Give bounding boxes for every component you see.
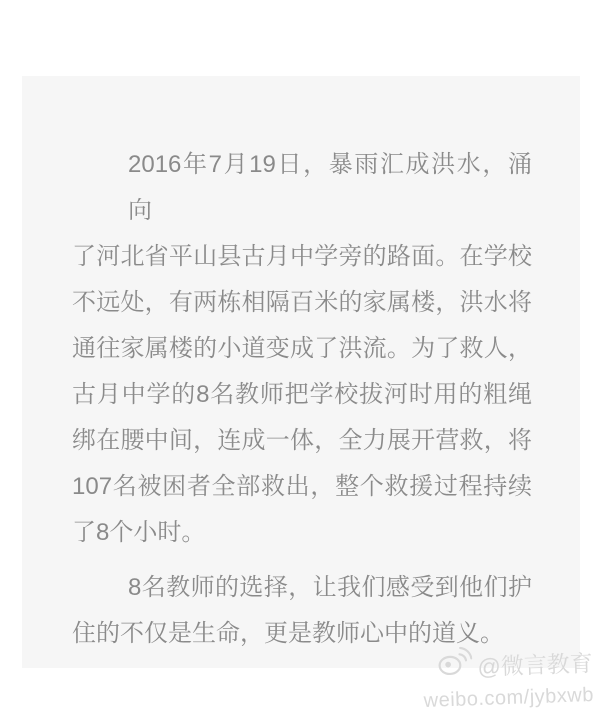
weibo-logo-icon [435,641,472,683]
text-line: 了河北省平山县古月中学旁的路面。在学校 [72,243,532,270]
watermark-account: @微言教育 [476,649,593,680]
article-text [72,142,532,657]
watermark [422,642,594,713]
text-line: 8名教师的选择，让我们感受到他们护 [128,574,532,601]
text-line: 古月中学的8名教师把学校拔河时用的粗绳 [72,381,532,408]
text-line: 了8个小时。 [72,519,206,546]
text-line: 2016年7月19日，暴雨汇成洪水，涌向 [128,151,532,224]
text-line: 不远处，有两栋相隔百米的家属楼，洪水将 [72,289,532,316]
article-panel [22,76,580,668]
watermark-url: weibo.com/jybxwb [423,684,594,712]
paragraph-1 [72,142,532,556]
text-line: 107名被困者全部救出，整个救援过程持续 [72,473,532,500]
text-line: 通往家属楼的小道变成了洪流。为了救人， [72,335,532,362]
text-line: 绑在腰中间，连成一体，全力展开营救，将 [72,427,532,454]
text-line: 住的不仅是生命，更是教师心中的道义。 [72,620,504,647]
watermark-account-row [422,642,594,689]
